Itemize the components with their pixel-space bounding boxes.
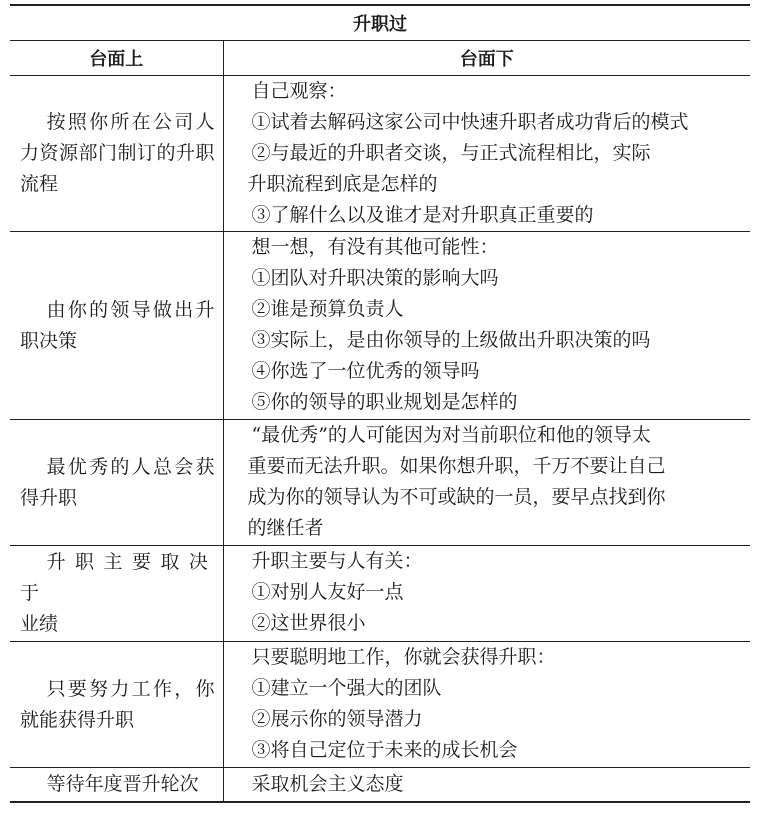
reality-item-continuation: 升职流程到底是怎样的 bbox=[247, 173, 438, 195]
official-belief-text: 升职主要取决于 bbox=[20, 551, 215, 604]
reality-item: ①团队对升职决策的影响大吗 bbox=[251, 267, 499, 289]
official-belief-text: 等待年度晋升轮次 bbox=[46, 772, 199, 795]
table-title: 升职过 bbox=[10, 5, 750, 41]
reality-item: ③实际上，是由你领导的上级做出升职决策的吗 bbox=[251, 329, 651, 351]
table-row bbox=[10, 642, 750, 768]
reality-item: ②展示你的领导潜力 bbox=[251, 708, 423, 730]
column-header-on-table: 台面上 bbox=[10, 41, 223, 76]
official-belief-text: 按照你所在公司人力资源部门制订的升职流程 bbox=[20, 111, 215, 195]
official-belief-text: 只要努力工作，你就能获得升职 bbox=[20, 677, 215, 731]
reality-intro: 采取机会主义态度 bbox=[251, 772, 404, 795]
reality-intro: 只要聪明地工作，你就会获得升职： bbox=[251, 646, 556, 668]
reality-item: ⑤你的领导的职业规划是怎样的 bbox=[251, 391, 518, 413]
reality-item: ①建立一个强大的团队 bbox=[251, 677, 442, 699]
reality-intro: 自己观察： bbox=[251, 80, 347, 102]
reality-item: ③将自己定位于未来的成长机会 bbox=[251, 739, 518, 761]
official-belief-text: 最优秀的人总会获得升职 bbox=[20, 455, 215, 509]
table-row bbox=[10, 420, 750, 546]
reality-intro: 升职主要与人有关： bbox=[251, 550, 423, 572]
reality-item: ②这世界很小 bbox=[251, 612, 366, 634]
reality-item: ①对别人友好一点 bbox=[251, 581, 404, 603]
reality-item: ③了解什么以及谁才是对升职真正重要的 bbox=[251, 204, 594, 226]
reality-item: ①试着去解码这家公司中快速升职者成功背后的模式 bbox=[251, 111, 689, 133]
column-header-under-table: 台面下 bbox=[223, 41, 750, 76]
reality-item: ④你选了一位优秀的领导吗 bbox=[251, 360, 480, 382]
reality-paragraph-line: 的继任者 bbox=[247, 517, 324, 539]
promotion-comparison-table bbox=[10, 4, 750, 803]
table-row bbox=[10, 546, 750, 642]
reality-paragraph-line: “最优秀”的人可能因为对当前职位和他的领导太 bbox=[251, 424, 651, 446]
official-belief-text: 由你的领导做出升职决策 bbox=[20, 298, 215, 352]
reality-item: ②谁是预算负责人 bbox=[251, 298, 404, 320]
table-row bbox=[10, 76, 750, 232]
reality-intro: 想一想，有没有其他可能性： bbox=[251, 236, 499, 258]
reality-paragraph-line: 重要而无法升职。如果你想升职，千万不要让自己 bbox=[247, 455, 666, 477]
table-row bbox=[10, 768, 750, 802]
promotion-table-container bbox=[10, 4, 750, 803]
reality-item: ②与最近的升职者交谈，与正式流程相比，实际 bbox=[251, 142, 651, 164]
table-row bbox=[10, 232, 750, 420]
reality-paragraph-line: 成为你的领导认为不可或缺的一员，要早点找到你 bbox=[247, 486, 666, 508]
official-belief-text-continuation: 业绩 bbox=[20, 613, 59, 635]
